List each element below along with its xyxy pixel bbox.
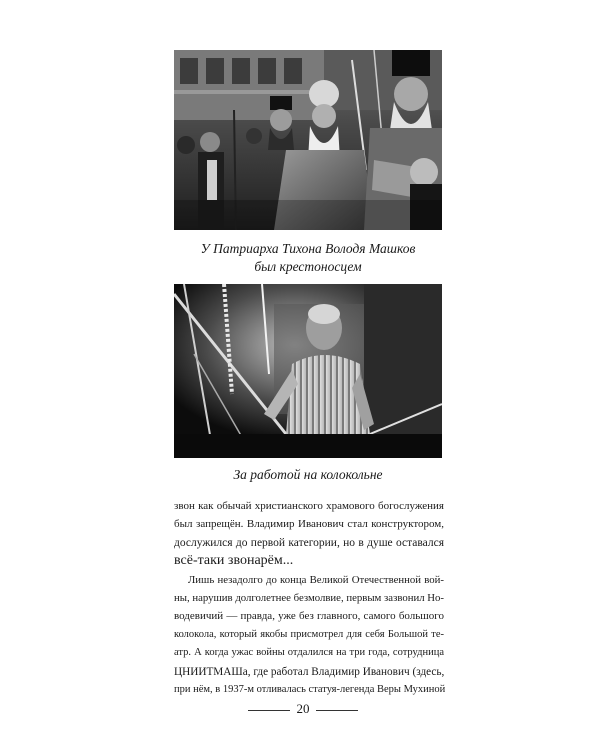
text-line: водевичий — правда, уже без главного, самого большого bbox=[174, 610, 444, 623]
text-line: звон как обычай христианского храмового богослужения bbox=[174, 500, 444, 512]
body-text bbox=[174, 497, 444, 699]
photo-caption-1-line-2: был крестоносцем bbox=[254, 259, 362, 274]
text-line: при нём, в 1937-м отливалась статуя-легенда Веры Мухиной bbox=[174, 684, 446, 696]
footer-rule-right bbox=[316, 710, 358, 711]
text-line: дослужился до первой категории, но в душе оставался bbox=[174, 536, 444, 549]
photo-caption-2-line-1: За работой на колокольне bbox=[233, 467, 383, 482]
photo-patriarch-tikhon-image bbox=[174, 50, 442, 230]
footer-rule-left bbox=[248, 710, 290, 711]
photo-caption-2 bbox=[100, 466, 516, 484]
paragraph-2 bbox=[174, 571, 444, 700]
text-line: ны, нарушив долголетнее безмолвие, первым зазвонил Но- bbox=[174, 592, 444, 605]
text-line: всё-таки звонарём... bbox=[174, 553, 294, 569]
photo-caption-1-line-1: У Патриарха Тихона Володя Машков bbox=[200, 241, 416, 256]
photo-patriarch-tikhon bbox=[174, 50, 442, 230]
photo-bell-ringer bbox=[174, 284, 442, 458]
photo-bell-ringer-image bbox=[174, 284, 442, 458]
text-line: колокола, который якобы присмотрел для себя Большой те- bbox=[174, 628, 444, 640]
text-line: был запрещён. Владимир Иванович стал конструктором, bbox=[174, 518, 444, 531]
paragraph-1 bbox=[174, 497, 444, 571]
photo-caption-1 bbox=[100, 240, 516, 276]
text-line: Лишь незадолго до конца Великой Отечественной вой- bbox=[188, 573, 444, 586]
text-line: ЦНИИТМАШа, где работал Владимир Иванович (здесь, bbox=[174, 665, 445, 678]
text-line: атр. А когда ужас войны отдалился на три года, сотрудница bbox=[174, 647, 444, 659]
page-number: 20 bbox=[296, 701, 310, 716]
page-footer bbox=[0, 700, 600, 720]
